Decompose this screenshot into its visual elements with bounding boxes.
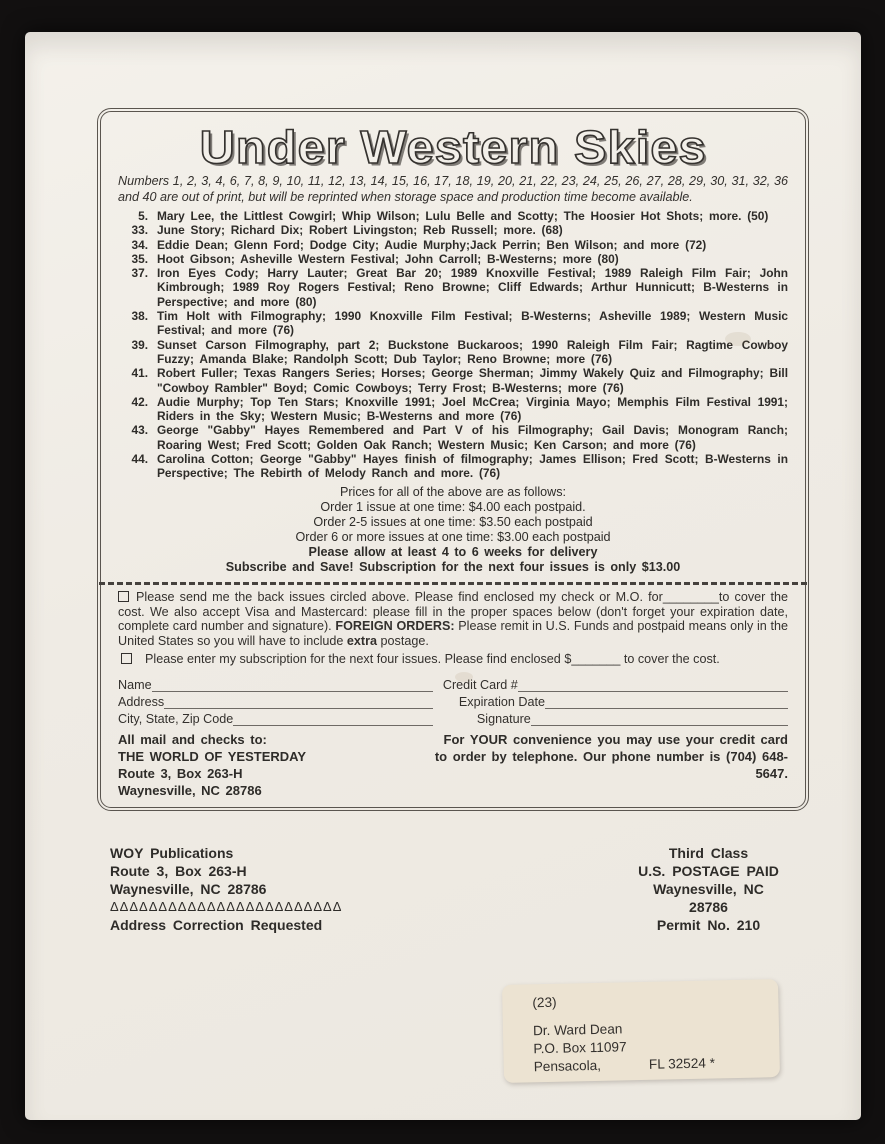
expiration-field	[433, 694, 788, 709]
option-text: to cover the cost. We also accept Visa and Mastercard: please fill in the proper spaces below (don't forget your expiration date, complete card number and signature).	[118, 589, 788, 634]
issue-number: 43.	[131, 423, 148, 438]
issue-description: Eddie Dean; Glenn Ford; Dodge City; Audie Murphy;Jack Perrin; Ben Wilson; and more (72)	[157, 237, 707, 252]
postage-permit-line: Permit No. 210	[656, 917, 761, 933]
subscription-option	[118, 652, 788, 667]
mail-to-block	[118, 731, 426, 799]
issue-number: 41.	[131, 366, 148, 381]
postage-zip-line: 28786	[689, 899, 728, 915]
order-form-box	[97, 108, 809, 811]
name-label: Name	[118, 678, 152, 693]
address-field	[118, 694, 433, 709]
option-text: postage.	[377, 634, 429, 649]
credit-card-label: Credit Card #	[442, 678, 518, 693]
address-label: Address	[118, 695, 165, 710]
signature-label: Signature	[476, 712, 531, 727]
issue-number: 42.	[131, 394, 148, 409]
return-address-block	[110, 844, 342, 934]
postage-city-line: Waynesville, NC	[653, 881, 764, 897]
city-state-zip-field	[118, 711, 433, 726]
amount-blank: ________	[662, 589, 719, 604]
phone-order-note: For YOUR convenience you may use your credit card to order by telephone. Our phone number is (704) 648-5647.	[434, 732, 788, 782]
option-text: Please remit in U.S. Funds and postpaid means only in the United States so you will have to include	[118, 619, 788, 649]
issue-number: 5.	[138, 209, 148, 223]
issue-row	[118, 252, 788, 266]
signature-blank-line	[531, 711, 788, 726]
subscribe-note: Subscribe and Save! Subscription for the next four issues is only $13.00	[225, 559, 681, 574]
extra-emphasis: extra	[346, 634, 378, 649]
issue-row	[118, 209, 788, 223]
issue-number: 35.	[131, 251, 148, 266]
issue-description: June Story; Richard Dix; Robert Livingston; Reb Russell; more. (68)	[157, 223, 563, 238]
issue-description: Carolina Cotton; George "Gabby" Hayes finish of filmography; James Ellison; Fred Scott; B-Westerns in Perspective; The Rebirth of Melody Ranch and more. (76)	[157, 452, 788, 481]
city-state-zip-blank-line	[233, 711, 433, 726]
address-blank-line	[164, 694, 433, 709]
issue-description: George "Gabby" Hayes Remembered and Part V of his Filmography; Gail Davis; Monogram Ranch; Roaring West; Fred Scott; Golden Oak Ranch; Western Music; Ken Carson; and more (76)	[157, 423, 788, 452]
issue-number: 39.	[131, 337, 148, 352]
issue-row	[118, 223, 788, 237]
recipient-city: Pensacola,	[533, 1057, 602, 1075]
issue-row	[118, 338, 788, 367]
label-code: (23)	[532, 994, 557, 1011]
recipient-box: P.O. Box 11097	[533, 1039, 627, 1057]
order-fields	[118, 675, 788, 726]
cut-here-dashed-line	[99, 582, 807, 585]
address-correction-line: Address Correction Requested	[110, 917, 323, 933]
postage-paid-line: U.S. POSTAGE PAID	[638, 863, 779, 879]
issue-row	[118, 395, 788, 424]
return-address-line: Route 3, Box 263-H	[110, 863, 247, 879]
recipient-name: Dr. Ward Dean	[532, 1021, 623, 1039]
mail-to-line: Route 3, Box 263-H	[118, 766, 243, 782]
name-blank-line	[152, 677, 433, 692]
issue-description: Robert Fuller; Texas Rangers Series; Horses; George Sherman; Jimmy Wakely Quiz and Filmography; Bill "Cowboy Rambler" Boyd; Comic Cowboys; Terry Frost; B-Westerns; more (76)	[157, 366, 788, 395]
pricing-section	[118, 485, 788, 575]
magazine-back-page	[25, 32, 861, 1120]
foreign-orders-label: FOREIGN ORDERS:	[335, 619, 455, 634]
order-form-box-inner	[100, 111, 806, 808]
delivery-note: Please allow at least 4 to 6 weeks for delivery	[308, 544, 598, 559]
signature-field	[433, 711, 788, 726]
field-row	[118, 692, 788, 709]
label-gap	[601, 1056, 649, 1075]
back-issues-checkbox	[118, 591, 129, 602]
pricing-heading: Prices for all of the above are as follows:	[339, 484, 567, 499]
issue-number: 37.	[131, 266, 148, 281]
recipient-state-zip: FL 32524 *	[648, 1055, 716, 1072]
issue-number: 38.	[131, 309, 148, 324]
back-issues-list	[118, 209, 788, 481]
back-issues-option	[118, 590, 788, 650]
amount-blank: _______	[571, 652, 621, 667]
price-line-single: Order 1 issue at one time: $4.00 each postpaid.	[320, 499, 586, 514]
option-text: to cover the cost.	[620, 652, 720, 667]
issue-row	[118, 309, 788, 338]
issue-description: Mary Lee, the Littlest Cowgirl; Whip Wilson; Lulu Belle and Scotty; The Hoosier Hot Shots; more. (50)	[157, 209, 769, 223]
issue-number: 33.	[131, 223, 148, 238]
mailing-address-label	[502, 979, 780, 1083]
mail-to-line: Waynesville, NC 28786	[118, 783, 262, 799]
issue-row	[118, 452, 788, 481]
name-field	[118, 677, 433, 692]
price-line-bulk: Order 6 or more issues at one time: $3.00 each postpaid	[295, 529, 611, 544]
issue-number: 44.	[131, 452, 148, 467]
issue-row	[118, 266, 788, 309]
return-address-line: WOY Publications	[110, 845, 234, 861]
price-line-multi: Order 2-5 issues at one time: $3.50 each postpaid	[313, 514, 593, 529]
out-of-print-note: Numbers 1, 2, 3, 4, 6, 7, 8, 9, 10, 11, 12, 13, 14, 15, 16, 17, 18, 19, 20, 21, 22, 23, 24, 25, 26, 27, 28, 29, 30, 31, 32, 36 and 40 are out of print, but will be reprinted when storage space and production time become available.	[118, 174, 788, 204]
city-state-zip-label: City, State, Zip Code	[118, 712, 234, 727]
return-address-line: Waynesville, NC 28786	[110, 881, 267, 897]
mail-to-line: THE WORLD OF YESTERDAY	[118, 749, 307, 765]
issue-description: Tim Holt with Filmography; 1990 Knoxville Film Festival; B-Westerns; Asheville 1989; Western Music Festival; and more (76)	[157, 309, 788, 338]
issue-description: Sunset Carson Filmography, part 2; Buckstone Buckaroos; 1990 Raleigh Film Fair; Ragtime Cowboy Fuzzy; Amanda Blake; Randolph Scott; Dub Taylor; Reno Browne; more (76)	[157, 337, 788, 366]
postage-indicia	[616, 844, 801, 934]
issue-row	[118, 238, 788, 252]
magazine-title	[118, 121, 788, 173]
triangle-divider: ΔΔΔΔΔΔΔΔΔΔΔΔΔΔΔΔΔΔΔΔΔΔΔΔ	[110, 899, 343, 914]
option-text: Please send me the back issues circled above. Please find enclosed my check or M.O. for	[136, 589, 663, 604]
expiration-blank-line	[545, 694, 788, 709]
paper-stain	[725, 332, 751, 346]
magazine-title-text: Under Western Skies	[199, 121, 707, 173]
issue-description: Audie Murphy; Top Ten Stars; Knoxville 1991; Joel McCrea; Virginia Mayo; Memphis Film Festival 1991; Riders in the Sky; Western Music; B-Westerns and more (76)	[157, 394, 788, 424]
option-text: Please enter my subscription for the next four issues. Please find enclosed $	[145, 652, 572, 667]
credit-card-blank-line	[518, 677, 788, 692]
mail-to-heading: All mail and checks to:	[118, 732, 267, 748]
credit-card-field	[433, 677, 788, 692]
issue-row	[118, 366, 788, 395]
issue-description: Iron Eyes Cody; Harry Lauter; Great Bar 20; 1989 Knoxville Festival; 1989 Raleigh Film Fair; John Kimbrough; 1989 Roy Rogers Festival; Reno Browne; Cliff Edwards; Arthur Hunnicutt; B-Westerns in Perspective; and more (80)	[157, 266, 788, 309]
issue-description: Hoot Gibson; Asheville Western Festival; John Carroll; B-Westerns; more (80)	[157, 251, 619, 266]
field-row	[118, 709, 788, 726]
postage-class-line: Third Class	[668, 845, 749, 861]
subscription-checkbox	[121, 653, 132, 664]
remit-section	[118, 731, 788, 799]
paper-stain	[455, 672, 473, 682]
field-row	[118, 675, 788, 692]
issue-number: 34.	[131, 237, 148, 252]
mailer-footer	[110, 844, 801, 934]
expiration-label: Expiration Date	[458, 695, 545, 710]
issue-row	[118, 423, 788, 452]
recipient-city-line	[534, 1053, 780, 1076]
